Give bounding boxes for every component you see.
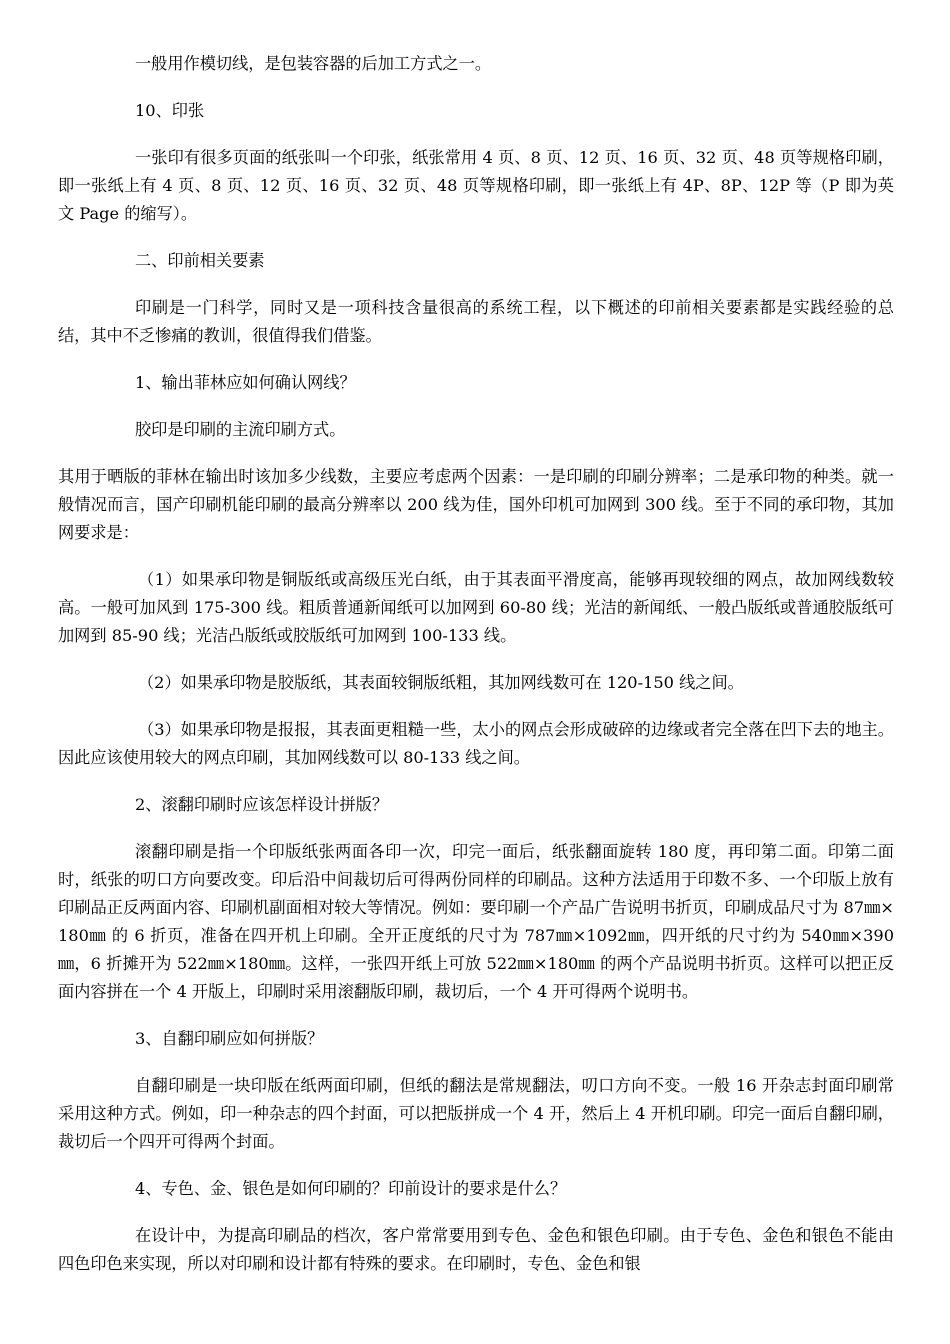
paragraph-offset-paper: （2）如果承印物是胶版纸，其表面较铜版纸粗，其加网线数可在 120-150 线之间。 [138, 673, 744, 692]
paragraph-spot-colors: 在设计中，为提高印刷品的档次，客户常常要用到专色、金色和银色印刷。由于专色、金色和银色不能由四色印色来实现，所以对印刷和设计都有特殊的要求。在印刷时，专色、金色和银 [58, 1226, 894, 1273]
paragraph-screen-factors: 其用于晒版的菲林在输出时该加多少线数，主要应考虑两个因素：一是印刷的印刷分辨率；二是承印物的种类。就一般情况而言，国产印刷机能印刷的最高分辨率以 200 线为佳，国外印机可加网到 300 线。至于不同的承印物，其加网要求是： [58, 467, 894, 542]
heading-spot-colors: 4、专色、金、银色是如何印刷的？印前设计的要求是什么？ [135, 1179, 567, 1198]
paragraph-newsprint: （3）如果承印物是报报，其表面更粗糙一些，太小的网点会形成破碎的边缘或者完全落在凹下去的地主。因此应该使用较大的网点印刷，其加网线数可以 80-133 线之间。 [58, 720, 894, 767]
heading-signature: 10、印张 [135, 101, 205, 120]
paragraph-die-cut-line: 一般用作模切线，是包装容器的后加工方式之一。 [135, 54, 492, 73]
heading-work-and-turn: 3、自翻印刷应如何拼版？ [135, 1029, 324, 1048]
paragraph-signature: 一张印有很多页面的纸张叫一个印张，纸张常用 4 页、8 页、12 页、16 页、32 页、48 页等规格印刷，即一张纸上有 4 页、8 页、12 页、16 页、32 页、48 页等规格印刷，即一张纸上有 4P、8P、12P 等（P 即为英文 Page 的缩写）。 [58, 148, 894, 223]
heading-prepress-elements: 二、印前相关要素 [135, 251, 265, 270]
paragraph-prepress-intro: 印刷是一门科学，同时又是一项科技含量很高的系统工程，以下概述的印前相关要素都是实践经验的总结，其中不乏惨痛的教训，很值得我们借鉴。 [58, 298, 894, 345]
heading-work-and-tumble: 2、滚翻印刷时应该怎样设计拼版？ [135, 795, 389, 814]
paragraph-offset-printing: 胶印是印刷的主流印刷方式。 [135, 420, 346, 439]
paragraph-work-and-turn: 自翻印刷是一块印版在纸两面印刷，但纸的翻法是常规翻法，叨口方向不变。一般 16 开杂志封面印刷常采用这种方式。例如，印一种杂志的四个封面，可以把版拼成一个 4 开，然后上 4 开机印刷。印完一面后自翻印刷，裁切后一个四开可得两个封面。 [58, 1076, 894, 1151]
document-page [58, 50, 894, 1297]
heading-film-screen-lines: 1、输出菲林应如何确认网线？ [135, 373, 356, 392]
paragraph-work-and-tumble: 滚翻印刷是指一个印版纸张两面各印一次，印完一面后，纸张翻面旋转 180 度，再印第二面。印第二面时，纸张的叨口方向要改变。印后沿中间裁切后可得两份同样的印刷品。这种方法适用于印数不多、一个印版上放有印刷品正反两面内容、印刷机副面相对较大等情况。例如：要印刷一个产品广告说明书折页，印刷成品尺寸为 87㎜×180㎜ 的 6 折页，准备在四开机上印刷。全开正度纸的尺寸为 787㎜×1092㎜，四开纸的尺寸约为 540㎜×390㎜，6 折摊开为 522㎜×180㎜。这样，一张四开纸上可放 522㎜×180㎜ 的两个产品说明书折页。这样可以把正反面内容拼在一个 4 开版上，印刷时采用滚翻版印刷，裁切后，一个 4 开可得两个说明书。 [58, 842, 894, 1001]
paragraph-coated-paper: （1）如果承印物是铜版纸或高级压光白纸，由于其表面平滑度高，能够再现较细的网点，故加网线数较高。一般可加风到 175-300 线。粗质普通新闻纸可以加网到 60-80 线；光洁的新闻纸、一般凸版纸或普通胶版纸可加网到 85-90 线；光洁凸版纸或胶版纸可加网到 100-133 线。 [58, 570, 894, 645]
